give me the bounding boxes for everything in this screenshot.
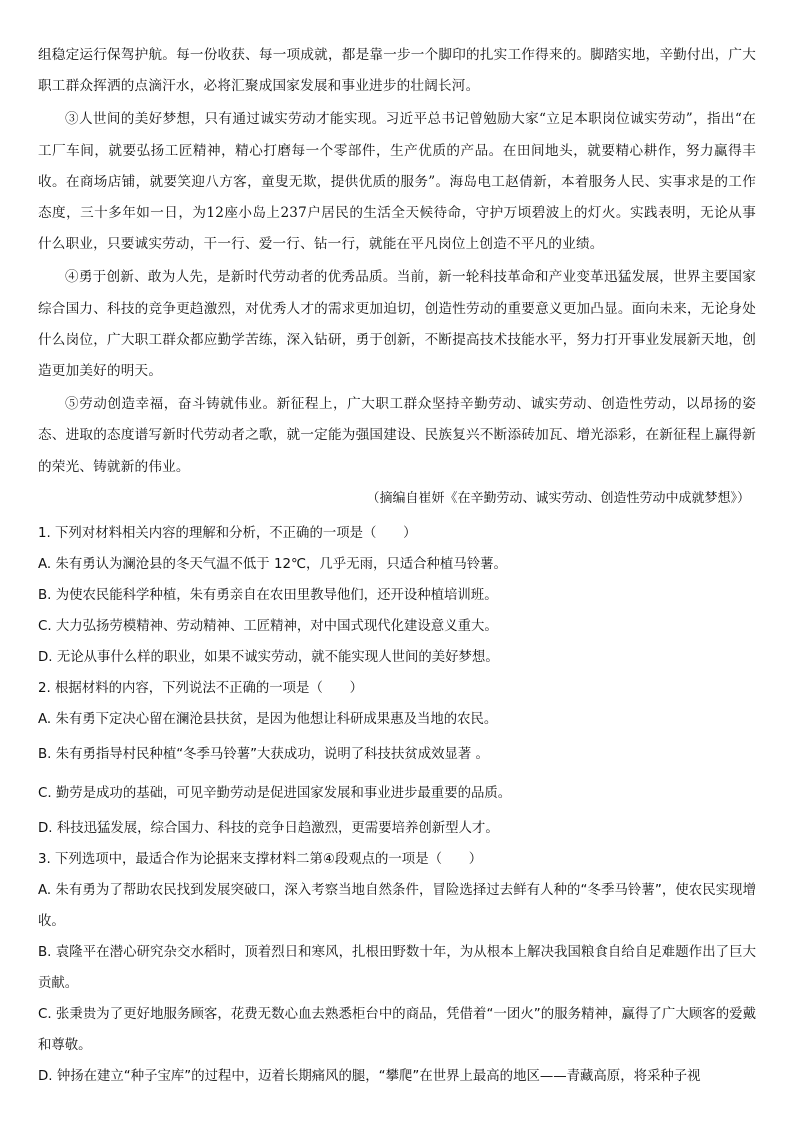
material-paragraph-4: ④勇于创新、敢为人先，是新时代劳动者的优秀品质。当前，新一轮科技革命和产业变革迅猛发展，世界主要国家综合国力、科技的竞争更趋激烈，对优秀人才的需求更加迫切，创造性劳动的重要意义更加凸显。面向未来，无论身处什么岗位，广大职工群众都应勤学苦练，深入钻研，勇于创新，不断提高技术技能水平，努力打开事业发展新天地，创造更加美好的明天。 [38, 269, 756, 380]
source-citation: （摘编自崔妍《在辛勤劳动、诚实劳动、创造性劳动中成就梦想》） [366, 490, 750, 506]
option-b: B. 为使农民能科学种植，朱有勇亲自在农田里教导他们，还开设种植培训班。 [38, 587, 498, 603]
material-paragraph-5: ⑤劳动创造幸福，奋斗铸就伟业。新征程上，广大职工群众坚持辛勤劳动、诚实劳动、创造性劳动，以昂扬的姿态、进取的态度谱写新时代劳动者之歌，就一定能为强国建设、民族复兴不断添砖加瓦、增光添彩，在新征程上赢得新的荣光、铸就新的伟业。 [38, 396, 756, 475]
option-d: D. 无论从事什么样的职业，如果不诚实劳动，就不能实现人世间的美好梦想。 [38, 649, 499, 665]
document-page [38, 40, 756, 1092]
question-stem: 2. 根据材料的内容，下列说法不正确的一项是（ ） [38, 680, 364, 696]
option-c: C. 勤劳是成功的基础，可见辛勤劳动是促进国家发展和事业进步最重要的品质。 [38, 785, 512, 801]
option-a: A. 朱有勇为了帮助农民找到发展突破口，深入考察当地自然条件，冒险选择过去鲜有人种的“冬季马铃薯”，使农民实现增收。 [38, 882, 756, 929]
option-b: B. 朱有勇指导村民种植“冬季马铃薯”大获成功，说明了科技扶贫成效显著 。 [38, 746, 489, 762]
question-stem: 1. 下列对材料相关内容的理解和分析，不正确的一项是（ ） [38, 525, 417, 541]
material-paragraph-continued: 组稳定运行保驾护航。每一份收获、每一项成就，都是靠一步一个脚印的扎实工作得来的。脚踏实地，辛勤付出，广大职工群众挥洒的点滴汗水，必将汇聚成国家发展和事业进步的壮阔长河。 [38, 47, 756, 95]
option-c: C. 大力弘扬劳模精神、劳动精神、工匠精神，对中国式现代化建设意义重大。 [38, 618, 498, 634]
option-a: A. 朱有勇下定决心留在澜沧县扶贫，是因为他想让科研成果惠及当地的农民。 [38, 711, 498, 727]
option-d: D. 科技迅猛发展，综合国力、科技的竞争日趋激烈，更需要培养创新型人才。 [38, 820, 499, 836]
question-2 [38, 673, 756, 844]
option-d: D. 钟扬在建立“种子宝库”的过程中，迈着长期痛风的腿，“攀爬”在世界上最高的地区——青藏高原，将采种子视 [38, 1068, 701, 1084]
question-3 [38, 844, 756, 1092]
material-paragraph-3: ③人世间的美好梦想，只有通过诚实劳动才能实现。习近平总书记曾勉励大家“立足本职岗位诚实劳动”，指出“在工厂车间，就要弘扬工匠精神，精心打磨每一个零部件，生产优质的产品。在田间地头，就要精心耕作，努力赢得丰收。在商场店铺，就要笑迎八方客，童叟无欺，提供优质的服务”。海岛电工赵倩新，本着服务人民、实事求是的工作态度，三十多年如一日，为12座小岛上237户居民的生活全天候待命，守护万顷碧波上的灯火。实践表明，无论从事什么职业，只要诚实劳动，干一行、爱一行、钻一行，就能在平凡岗位上创造不平凡的业绩。 [38, 111, 756, 253]
question-1 [38, 518, 756, 673]
option-a: A. 朱有勇认为澜沧县的冬天气温不低于 12℃，几乎无雨，只适合种植马铃薯。 [38, 556, 507, 572]
option-b: B. 袁隆平在潜心研究杂交水稻时，顶着烈日和寒风，扎根田野数十年，为从根本上解决我国粮食自给自足难题作出了巨大贡献。 [38, 944, 756, 991]
question-stem: 3. 下列选项中，最适合作为论据来支撑材料二第④段观点的一项是（ ） [38, 851, 483, 867]
option-c: C. 张秉贵为了更好地服务顾客，花费无数心血去熟悉柜台中的商品，凭借着“一团火”的服务精神，赢得了广大顾客的爱戴和尊敬。 [38, 1006, 756, 1053]
